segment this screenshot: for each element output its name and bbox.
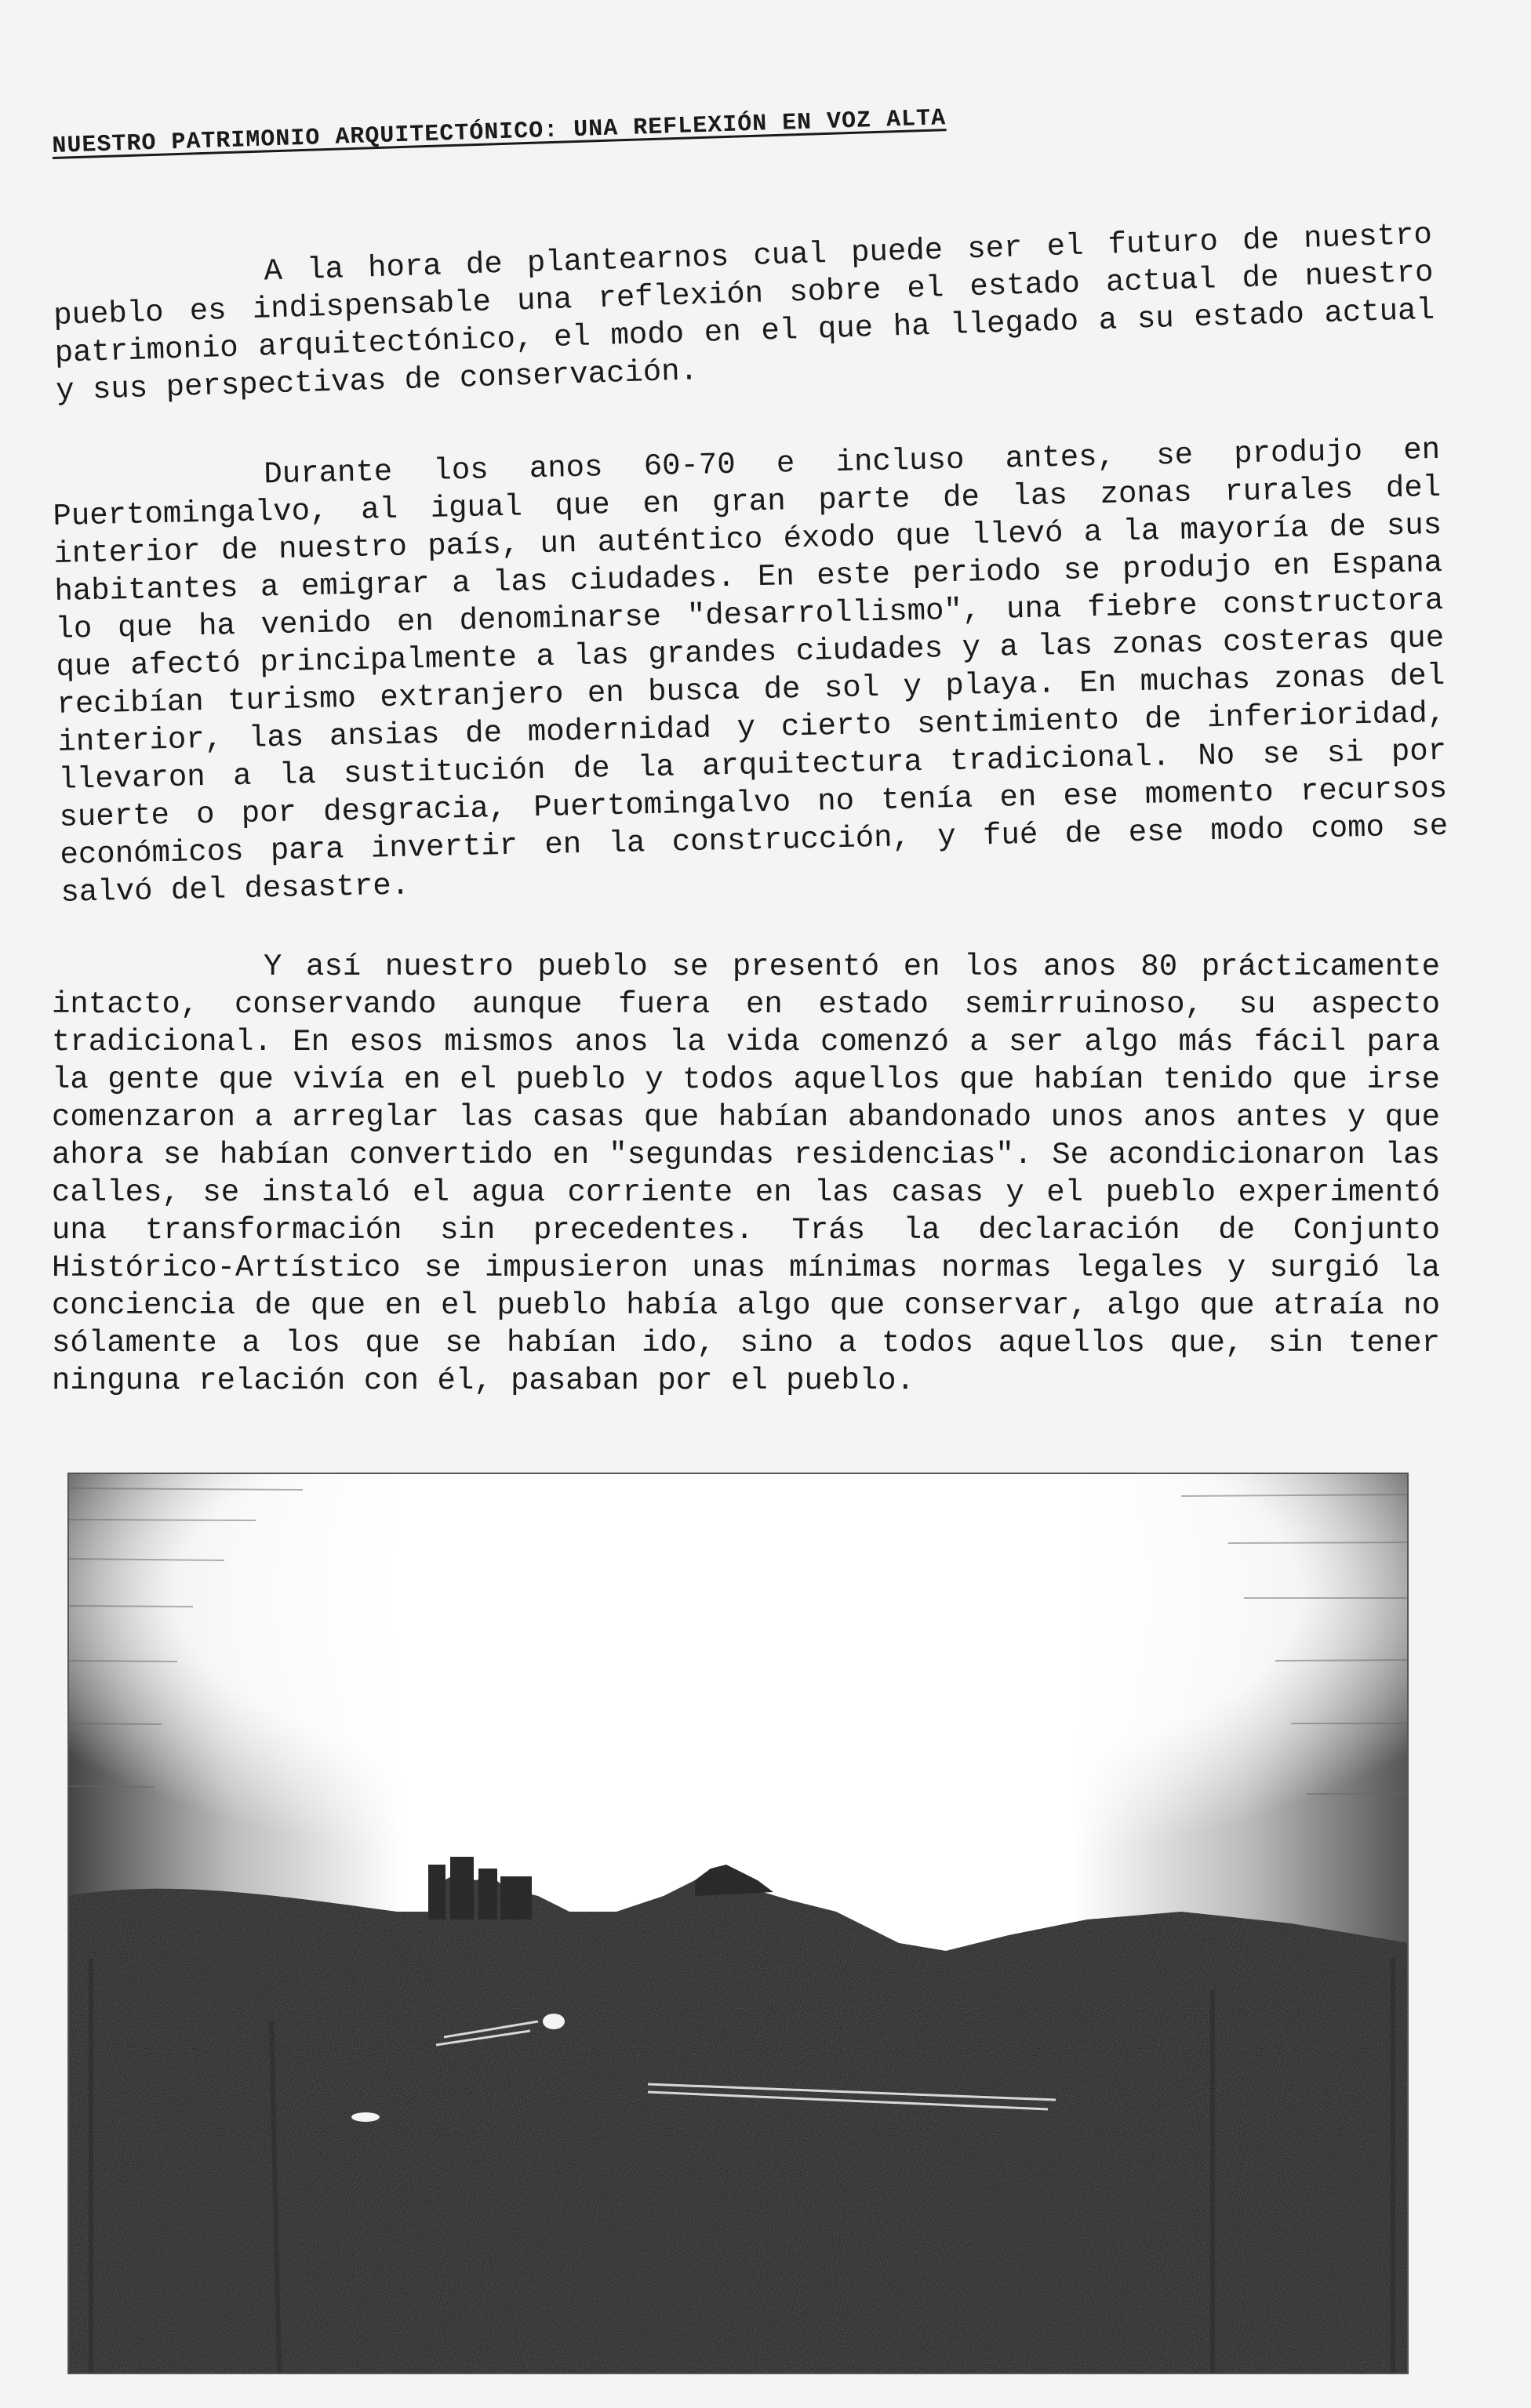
village-photo-image bbox=[67, 1473, 1409, 2374]
village-photo bbox=[67, 1473, 1409, 2374]
paragraph-1: A la hora de plantearnos cual puede ser el futuro de nuestro pueblo es indispensable una reflexión sobre el estado actual de nuestro patrimonio arquitectónico, el modo en el que ha llegado a su estado actual y sus perspectivas de conservación. bbox=[53, 217, 1435, 409]
document-title: NUESTRO PATRIMONIO ARQUITECTÓNICO: UNA REFLEXIÓN EN VOZ ALTA bbox=[52, 105, 947, 160]
paragraph-2: Durante los anos 60-70 e incluso antes, se produjo en Puertomingalvo, al igual que en gran parte de las zonas rurales del interior de nuestro país, un auténtico éxodo que llevó a la mayoría de sus habitantes a emigrar a las ciudades. En este periodo se produjo en Espana lo que ha venido en denominarse "desarrollismo", una fiebre constructora que afectó principalmente a las grandes ciudades y a las zonas costeras que recibían turismo extranjero en busca de sol y playa. En muchas zonas del interior, las ansias de modernidad y cierto sentimiento de inferioridad, llevaron a la sustitución de la arquitectura tradicional. No se si por suerte o por desgracia, Puertomingalvo no tenía en ese momento recursos económicos para invertir en la construcción, y fué de ese modo como se salvó del desastre. bbox=[53, 432, 1449, 910]
paragraph-3: Y así nuestro pueblo se presentó en los anos 80 prácticamente intacto, conservando aunque fuera en estado semirruinoso, su aspecto tradicional. En esos mismos anos la vida comenzó a ser algo más fácil para la gente que vivía en el pueblo y todos aquellos que habían tenido que irse comenzaron a arreglar las casas que habían abandonado unos anos antes y que ahora se habían convertido en "segundas residencias". Se acondicionaron las calles, se instaló el agua corriente en las casas y el pueblo experimentó una transformación sin precedentes. Trás la declaración de Conjunto Histórico-Artístico se impusieron unas mínimas normas legales y surgió la conciencia de que en el pueblo había algo que conservar, algo que atraía no sólamente a los que se habían ido, sino a todos aquellos que, sin tener ninguna relación con él, pasaban por el pueblo. bbox=[52, 950, 1440, 1398]
